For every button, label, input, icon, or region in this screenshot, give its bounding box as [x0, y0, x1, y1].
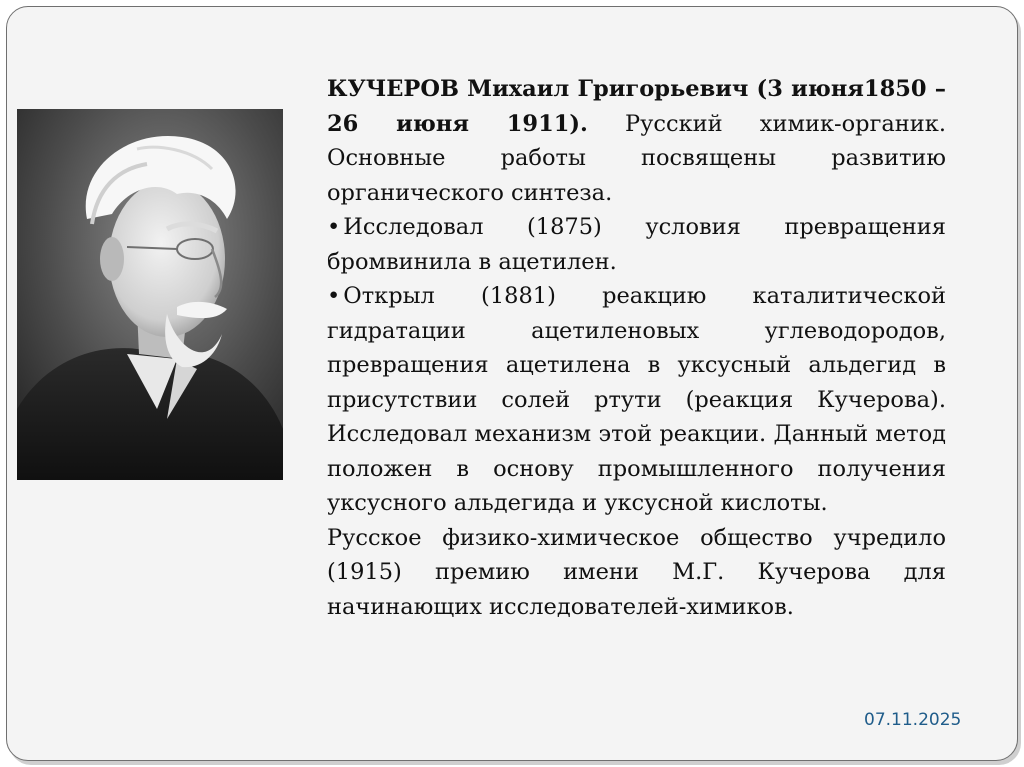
- bullet-item: [327, 279, 946, 521]
- portrait-photo: [17, 109, 283, 480]
- intro-paragraph: [327, 72, 946, 210]
- biography-text: [327, 72, 946, 624]
- bullet-symbol: •: [327, 283, 341, 309]
- name-and-dates: КУЧЕРОВ Михаил Григорьевич (3 июня1850 – 26 июня 1911).: [327, 76, 946, 137]
- bullet-text: Открыл (1881) реакцию каталитической гидратации ацетиленовых углеводородов, превращения ацетилена в уксусный альдегид в присутствии солей ртути (реакция Кучерова). Исследовал механизм этой реакции. Данный метод положен в основу промышленного получения уксусного альдегида и уксусной кислоты.: [327, 283, 946, 516]
- bullet-symbol: •: [327, 214, 341, 240]
- slide-date: 07.11.2025: [864, 710, 962, 730]
- closing-paragraph: Русское физико-химическое общество учредило (1915) премию имени М.Г. Кучерова для начинающих исследователей-химиков.: [327, 524, 946, 620]
- intro-text: Русский химик-органик. Основные работы посвящены развитию органического синтеза.: [327, 110, 946, 206]
- bullet-text: Исследовал (1875) условия превращения бромвинила в ацетилен.: [327, 214, 946, 275]
- bullet-item: [327, 210, 946, 279]
